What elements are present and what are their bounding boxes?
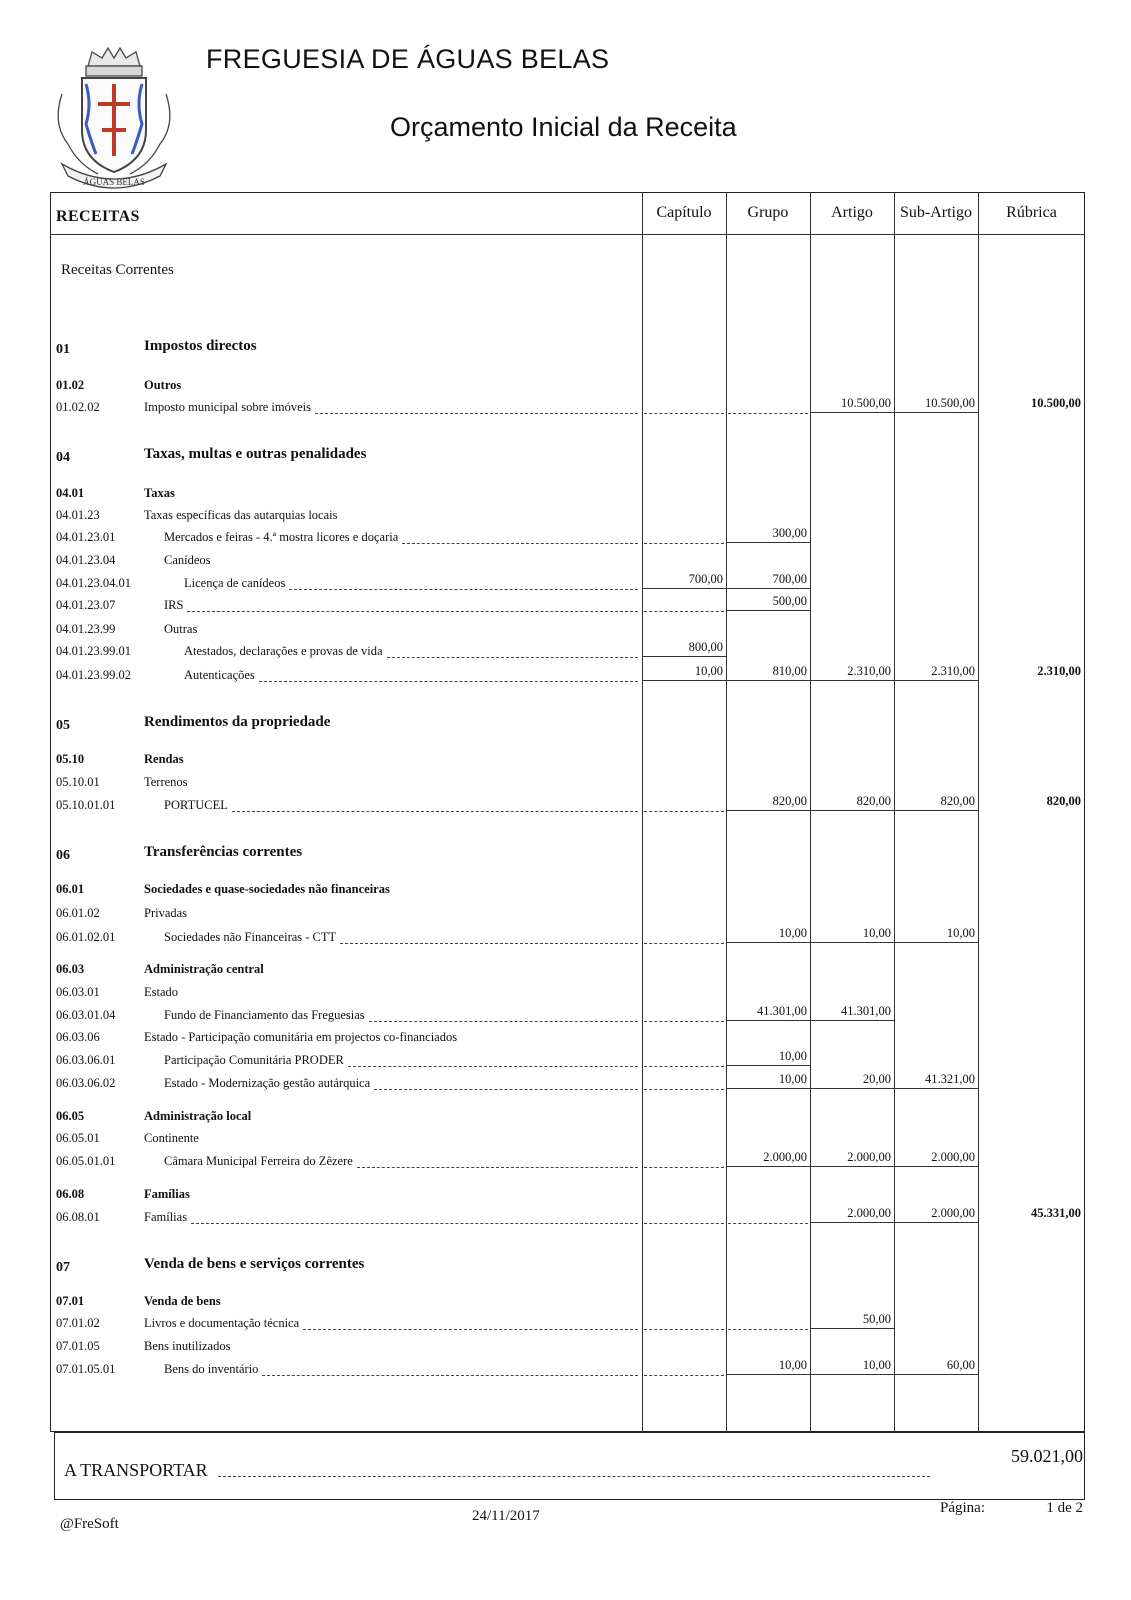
column-leader: [644, 943, 724, 944]
row-leader: [357, 1167, 638, 1168]
table-row: [0, 906, 1131, 926]
table-row: [0, 1131, 1131, 1151]
row-code: 04.01.23.04: [56, 553, 116, 567]
column-leader: [644, 543, 724, 544]
row-code: 06.03: [56, 962, 85, 976]
transport-value: 59.021,00: [1011, 1446, 1083, 1466]
value-sub-artigo: 10,00: [946, 926, 975, 940]
value-underline: [810, 1020, 894, 1021]
value-underline: [642, 656, 726, 657]
value-underline: [810, 412, 894, 413]
row-leader: [232, 811, 638, 812]
row-code: 04.01.23.99.01: [56, 644, 131, 658]
row-description: Taxas, multas e outras penalidades: [144, 446, 367, 462]
value-underline: [894, 412, 978, 413]
row-description: Sociedades não Financeiras - CTT: [164, 930, 337, 944]
row-code: 06: [56, 848, 70, 863]
row-code: 07.01.05.01: [56, 1362, 116, 1376]
row-description: Estado - Modernização gestão autárquica: [164, 1076, 371, 1090]
table-row: [0, 396, 1131, 420]
table-row: [0, 664, 1131, 688]
row-leader: [191, 1223, 638, 1224]
column-leader: [644, 611, 724, 612]
row-leader: [259, 681, 638, 682]
row-description: Administração local: [144, 1109, 252, 1123]
row-code: 06.01: [56, 882, 85, 896]
row-leader: [187, 611, 638, 612]
value-grupo: 820,00: [772, 794, 807, 808]
value-grupo: 300,00: [772, 526, 807, 540]
table-row: [0, 844, 1131, 868]
value-underline: [726, 1065, 810, 1066]
table-row: [0, 1004, 1131, 1028]
row-code: 01.02.02: [56, 400, 100, 414]
row-description: Licença de canídeos: [184, 576, 286, 590]
row-description: Taxas específicas das autarquias locais: [144, 508, 338, 522]
value-rubrica: 820,00: [1046, 794, 1081, 808]
value-underline: [642, 680, 726, 681]
table-row: [0, 572, 1131, 596]
row-description: Venda de bens e serviços correntes: [144, 1256, 365, 1272]
table-row: [0, 1358, 1131, 1382]
table-row: [0, 1256, 1131, 1280]
value-sub-artigo: 2.000,00: [931, 1150, 975, 1164]
row-description: Impostos directos: [144, 338, 257, 354]
table-row: [0, 594, 1131, 618]
row-description: Continente: [144, 1131, 199, 1145]
value-sub-artigo: 10.500,00: [925, 396, 975, 410]
row-leader: [289, 589, 638, 590]
table-row: [0, 882, 1131, 902]
row-code: 06.01.02.01: [56, 930, 116, 944]
row-description: Bens do inventário: [164, 1362, 259, 1376]
footer-page-label: Página:: [940, 1500, 985, 1516]
column-leader: [728, 1223, 808, 1224]
value-rubrica: 2.310,00: [1037, 664, 1081, 678]
table-row: [0, 1206, 1131, 1230]
table-row: [0, 508, 1131, 528]
document-title: Orçamento Inicial da Receita: [390, 112, 737, 142]
table-row: [0, 985, 1131, 1005]
table-row: [0, 640, 1131, 664]
footer-date: 24/11/2017: [472, 1508, 540, 1524]
row-code: 01: [56, 342, 70, 357]
value-grupo: 500,00: [772, 594, 807, 608]
table-row: [0, 752, 1131, 772]
table-row: [0, 794, 1131, 818]
value-underline: [894, 1088, 978, 1089]
value-sub-artigo: 2.310,00: [931, 664, 975, 678]
row-description: IRS: [164, 598, 184, 612]
value-underline: [642, 588, 726, 589]
row-code: 04: [56, 450, 70, 465]
header-receitas: RECEITAS: [56, 208, 140, 225]
table-row: [0, 962, 1131, 982]
value-grupo: 810,00: [772, 664, 807, 678]
row-leader: [315, 413, 638, 414]
table-row: [0, 378, 1131, 398]
row-code: 04.01.23.07: [56, 598, 116, 612]
value-capitulo: 800,00: [688, 640, 723, 654]
table-row: [0, 775, 1131, 795]
value-underline: [810, 1166, 894, 1167]
column-leader: [644, 1375, 724, 1376]
row-leader: [348, 1066, 638, 1067]
row-leader: [262, 1375, 638, 1376]
value-underline: [726, 542, 810, 543]
table-row: [0, 338, 1131, 362]
value-artigo: 820,00: [856, 794, 891, 808]
table-row: [0, 1187, 1131, 1207]
value-underline: [894, 680, 978, 681]
value-artigo: 10.500,00: [841, 396, 891, 410]
value-artigo: 20,00: [862, 1072, 891, 1086]
value-underline: [726, 680, 810, 681]
value-sub-artigo: 41.321,00: [925, 1072, 975, 1086]
header-grupo: Grupo: [747, 204, 789, 221]
row-leader: [374, 1089, 638, 1090]
value-grupo: 10,00: [778, 1049, 807, 1063]
table-row: [0, 926, 1131, 950]
row-description: Câmara Municipal Ferreira do Zêzere: [164, 1154, 353, 1168]
footer-software: @FreSoft: [60, 1516, 119, 1532]
value-grupo: 700,00: [772, 572, 807, 586]
table-row: [0, 714, 1131, 738]
row-code: 05: [56, 718, 70, 733]
value-underline: [726, 588, 810, 589]
row-description: Rendimentos da propriedade: [144, 714, 331, 730]
footer-page-value: 1 de 2: [1046, 1500, 1083, 1516]
row-code: 07: [56, 1260, 70, 1275]
value-grupo: 2.000,00: [763, 1150, 807, 1164]
row-code: 06.05: [56, 1109, 85, 1123]
row-code: 04.01.23.04.01: [56, 576, 131, 590]
header-rubrica: Rúbrica: [1006, 204, 1057, 221]
value-underline: [810, 810, 894, 811]
table-row: [0, 1109, 1131, 1129]
value-underline: [810, 680, 894, 681]
column-leader: [644, 811, 724, 812]
column-leader: [728, 413, 808, 414]
value-artigo: 10,00: [862, 926, 891, 940]
row-code: 07.01: [56, 1294, 85, 1308]
value-underline: [894, 1374, 978, 1375]
row-code: 04.01.23.99: [56, 622, 116, 636]
row-description: PORTUCEL: [164, 798, 228, 812]
value-underline: [810, 1222, 894, 1223]
value-grupo: 10,00: [778, 1072, 807, 1086]
row-code: 05.10: [56, 752, 85, 766]
value-underline: [726, 1088, 810, 1089]
value-artigo: 2.310,00: [847, 664, 891, 678]
value-rubrica: 45.331,00: [1031, 1206, 1081, 1220]
table-row: [0, 486, 1131, 506]
value-rubrica: 10.500,00: [1031, 396, 1081, 410]
row-code: 04.01.23: [56, 508, 100, 522]
transport-leader: [218, 1476, 930, 1477]
row-description: Famílias: [144, 1187, 190, 1201]
table-row: [0, 1030, 1131, 1050]
transport-box: [54, 1432, 1085, 1500]
row-description: Transferências correntes: [144, 844, 303, 860]
row-description: Privadas: [144, 906, 188, 920]
value-artigo: 10,00: [862, 1358, 891, 1372]
value-underline: [726, 810, 810, 811]
row-description: Terrenos: [144, 775, 188, 789]
column-leader: [644, 1089, 724, 1090]
row-description: Fundo de Financiamento das Freguesias: [164, 1008, 365, 1022]
header-artigo: Artigo: [831, 204, 873, 221]
column-leader: [644, 1167, 724, 1168]
row-code: 04.01: [56, 486, 85, 500]
value-underline: [894, 1166, 978, 1167]
value-underline: [894, 942, 978, 943]
row-code: 04.01.23.01: [56, 530, 116, 544]
column-leader: [728, 1329, 808, 1330]
row-code: 06.03.01.04: [56, 1008, 116, 1022]
value-artigo: 41.301,00: [841, 1004, 891, 1018]
row-description: Famílias: [144, 1210, 188, 1224]
value-underline: [810, 942, 894, 943]
value-underline: [894, 1222, 978, 1223]
column-leader: [644, 1021, 724, 1022]
row-code: 06.03.06.02: [56, 1076, 116, 1090]
value-grupo: 41.301,00: [757, 1004, 807, 1018]
column-leader: [644, 1066, 724, 1067]
row-leader: [340, 943, 638, 944]
row-code: 04.01.23.99.02: [56, 668, 131, 682]
row-description: Bens inutilizados: [144, 1339, 231, 1353]
row-description: Venda de bens: [144, 1294, 221, 1308]
value-grupo: 10,00: [778, 926, 807, 940]
table-row: [0, 1049, 1131, 1073]
row-description: Estado - Participação comunitária em projectos co-financiados: [144, 1030, 458, 1044]
row-code: 01.02: [56, 378, 85, 392]
row-code: 06.03.06.01: [56, 1053, 116, 1067]
row-code: 06.08.01: [56, 1210, 100, 1224]
row-code: 06.08: [56, 1187, 85, 1201]
value-underline: [810, 1328, 894, 1329]
value-capitulo: 10,00: [694, 664, 723, 678]
row-code: 06.03.06: [56, 1030, 100, 1044]
row-description: Autenticações: [184, 668, 255, 682]
row-description: Administração central: [144, 962, 264, 976]
row-leader: [369, 1021, 638, 1022]
row-leader: [387, 657, 638, 658]
value-underline: [726, 610, 810, 611]
header-capitulo: Capítulo: [656, 204, 712, 221]
value-capitulo: 700,00: [688, 572, 723, 586]
row-leader: [402, 543, 638, 544]
table-row: [0, 1072, 1131, 1096]
transport-label: A TRANSPORTAR: [64, 1460, 208, 1480]
table-row: [0, 526, 1131, 550]
svg-text:ÁGUAS BELAS: ÁGUAS BELAS: [83, 177, 145, 187]
table-row: [0, 622, 1131, 642]
value-artigo: 50,00: [862, 1312, 891, 1326]
value-underline: [726, 1374, 810, 1375]
column-leader: [644, 1223, 724, 1224]
organization-title: FREGUESIA DE ÁGUAS BELAS: [206, 44, 610, 74]
row-description: Outras: [164, 622, 198, 636]
table-row: [0, 1294, 1131, 1314]
row-code: 05.10.01.01: [56, 798, 116, 812]
row-description: Outros: [144, 378, 182, 392]
column-leader: [644, 1329, 724, 1330]
value-underline: [810, 1088, 894, 1089]
row-description: Livros e documentação técnica: [144, 1316, 300, 1330]
section-title: Receitas Correntes: [61, 262, 174, 278]
table-row: [0, 553, 1131, 573]
table-row: [0, 1312, 1131, 1336]
row-code: 07.01.05: [56, 1339, 100, 1353]
value-underline: [726, 942, 810, 943]
value-sub-artigo: 820,00: [940, 794, 975, 808]
row-code: 06.05.01: [56, 1131, 100, 1145]
row-description: Rendas: [144, 752, 184, 766]
value-underline: [894, 810, 978, 811]
row-code: 06.01.02: [56, 906, 100, 920]
value-underline: [726, 1020, 810, 1021]
row-description: Imposto municipal sobre imóveis: [144, 400, 311, 414]
row-description: Taxas: [144, 486, 175, 500]
value-grupo: 10,00: [778, 1358, 807, 1372]
value-underline: [726, 1166, 810, 1167]
value-artigo: 2.000,00: [847, 1150, 891, 1164]
row-description: Canídeos: [164, 553, 211, 567]
row-code: 06.05.01.01: [56, 1154, 116, 1168]
row-leader: [303, 1329, 638, 1330]
value-sub-artigo: 2.000,00: [931, 1206, 975, 1220]
row-code: 07.01.02: [56, 1316, 100, 1330]
row-description: Mercados e feiras - 4.ª mostra licores e doçaria: [164, 530, 399, 544]
header-sub-artigo: Sub-Artigo: [900, 204, 972, 221]
value-sub-artigo: 60,00: [946, 1358, 975, 1372]
row-description: Estado: [144, 985, 179, 999]
table-row: [0, 1150, 1131, 1174]
value-underline: [810, 1374, 894, 1375]
column-leader: [644, 413, 724, 414]
row-code: 06.03.01: [56, 985, 100, 999]
value-artigo: 2.000,00: [847, 1206, 891, 1220]
row-description: Atestados, declarações e provas de vida: [184, 644, 383, 658]
row-description: Sociedades e quase-sociedades não financeiras: [144, 882, 390, 896]
table-row: [0, 446, 1131, 470]
row-code: 05.10.01: [56, 775, 100, 789]
row-description: Participação Comunitária PRODER: [164, 1053, 344, 1067]
table-row: [0, 1339, 1131, 1359]
